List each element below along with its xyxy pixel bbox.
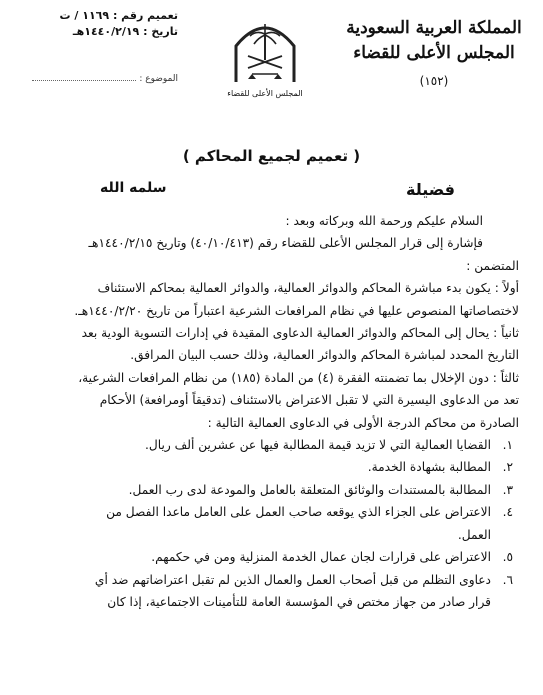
second-clause-line: ثانياً : يحال إلى المحاكم والدوائر العمالية الدعاوى المقيدة في إدارات التسوية الودية بعد	[81, 326, 519, 341]
circular-number: تعميم رقم : ١١٦٩ / ت	[59, 9, 178, 22]
org-name-line1: المملكة العربية السعودية	[346, 18, 522, 38]
council-emblem	[220, 16, 310, 108]
circular-reference	[8, 8, 178, 84]
emblem-caption: المجلس الأعلى للقضاء	[227, 89, 303, 98]
list-item: ٣. المطالبة بالمستندات والوثائق المتعلقة بالعامل والمودعة لدى رب العمل.	[128, 482, 513, 497]
list-item-continuation: قرار صادر من جهاز مختص في المؤسسة العامة للتأمينات الاجتماعية، إذا كان	[107, 594, 491, 609]
list-item: ٦. دعاوى التظلم من قبل أصحاب العمل والعمال الذين لم تقبل اعتراضاتهم ضد أي	[94, 572, 513, 587]
reference-line: فإشارة إلى قرار المجلس الأعلى للقضاء رقم (٤٠/١٠/٤١٣) وتاريخ ١٤٤٠/٢/١٥هـ	[88, 236, 483, 251]
case-list	[19, 434, 519, 613]
topic-dotted-line	[32, 72, 136, 81]
salutation-title: فضيلة	[405, 180, 455, 199]
second-clause-continuation: التاريخ المحدد لمباشرة المحاكم والدوائر العمالية، وذلك حسب البيان المرافق.	[130, 348, 519, 363]
list-item-continuation: العمل.	[457, 527, 491, 542]
letterhead-organization	[339, 16, 529, 96]
document-body	[19, 210, 519, 613]
first-clause-line: أولاً : يكون بدء مباشرة المحاكم والدوائر العمالية، والدوائر العمالية بمحاكم الاستئناف	[97, 281, 519, 296]
salutation-blessing: سلمه الله	[100, 180, 167, 196]
reference-continuation: المتضمن :	[466, 258, 519, 273]
greeting: السلام عليكم ورحمة الله وبركاته وبعد :	[285, 214, 483, 228]
palm-swords-logo	[228, 16, 302, 86]
third-clause-continuation: تعد من الدعاوى اليسيرة التي لا تقبل الاعتراض بالاستئناف (تدقيقاً أومرافعة) الأحكام	[99, 393, 519, 408]
list-item: ٢. المطالبة بشهادة الخدمة.	[367, 460, 513, 475]
org-code: (١٥٢)	[419, 74, 449, 88]
list-item: ١. القضايا العمالية التي لا تزيد قيمة المطالبة فيها عن عشرين ألف ريال.	[145, 438, 513, 453]
topic-label: الموضوع :	[139, 74, 178, 84]
org-name-line2: المجلس الأعلى للقضاء	[353, 43, 515, 63]
third-clause-line: ثالثاً : دون الإخلال بما تضمنته الفقرة (٤) من المادة (١٨٥) من نظام المرافعات الشرعية،	[78, 370, 519, 385]
circular-date: تاريخ : ١٤٤٠/٢/١٩هـ	[72, 25, 178, 38]
list-item: ٤. الاعتراض على الجزاء الذي يوقعه صاحب العمل على العامل ماعدا الفصل من	[106, 505, 513, 520]
list-item: ٥. الاعتراض على قرارات لجان عمال الخدمة المنزلية ومن في حكمهم.	[151, 550, 513, 565]
first-clause-continuation: لاختصاصاتها المنصوص عليها في نظام المرافعات الشرعية اعتباراً من تاريخ ١٤٤٠/٢/٢٠هـ.	[74, 303, 519, 318]
topic-field	[8, 72, 178, 84]
salutation-row	[0, 180, 543, 204]
third-clause-continuation: الصادرة من محاكم الدرجة الأولى في الدعاوى العمالية التالية :	[207, 415, 519, 430]
document-title: ( تعميم لجميع المحاكم )	[182, 147, 361, 165]
